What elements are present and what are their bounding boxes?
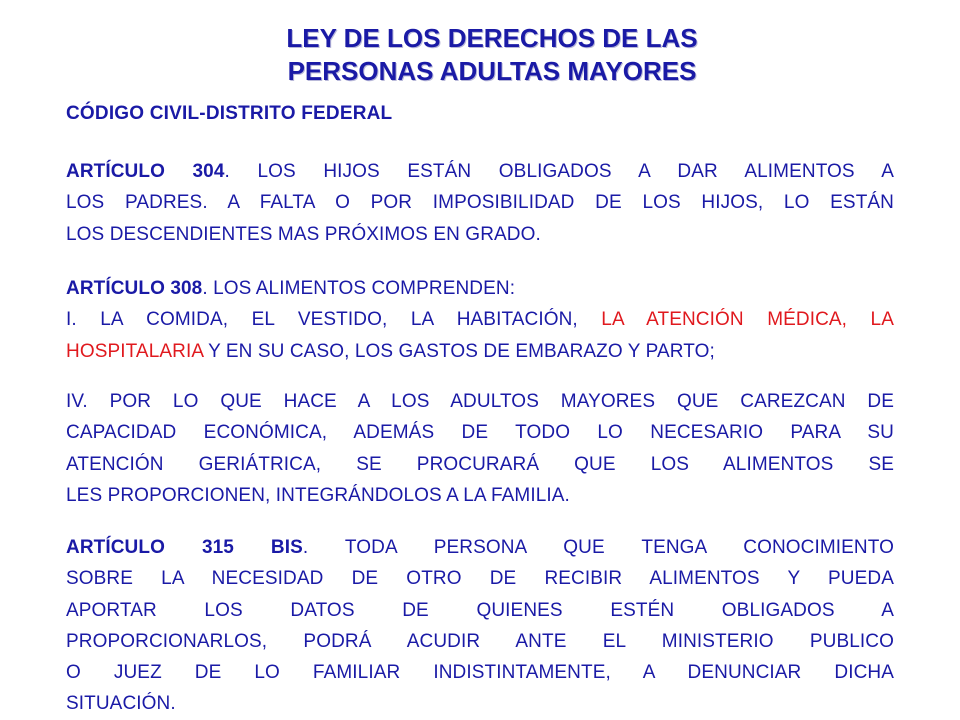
item-4-line-1: IV. POR LO QUE HACE A LOS ADULTOS MAYORES QUE CAREZCAN DE <box>66 391 894 412</box>
article-315-line-5: O JUEZ DE LO FAMILIAR INDISTINTAMENTE, A DENUNCIAR DICHA <box>66 662 894 684</box>
article-308-item-1-line-2 <box>66 336 894 367</box>
article-315-line-1 <box>66 532 894 563</box>
article-315-line-4: PROPORCIONARLOS, PODRÁ ACUDIR ANTE EL MINISTERIO PUBLICO <box>66 630 894 652</box>
title-line-1: LEY DE LOS DERECHOS DE LAS <box>286 23 698 53</box>
item-1-highlight-1: LA ATENCIÓN MÉDICA, LA <box>601 309 894 331</box>
article-304-line-2: LOS PADRES. A FALTA O POR IMPOSIBILIDAD DE LOS HIJOS, LO ESTÁN <box>66 192 894 214</box>
article-315-label: ARTÍCULO 315 BIS <box>66 537 303 558</box>
item-1-text-a: I. LA COMIDA, EL VESTIDO, LA HABITACIÓN, <box>66 309 602 331</box>
article-315-bis <box>66 532 894 720</box>
item-4-line-3: ATENCIÓN GERIÁTRICA, SE PROCURARÁ QUE LOS ALIMENTOS SE <box>66 453 894 475</box>
article-308 <box>66 273 894 367</box>
article-315-line-2: SOBRE LA NECESIDAD DE OTRO DE RECIBIR ALIMENTOS Y PUEDA <box>66 568 894 590</box>
article-304-label: ARTÍCULO 304 <box>66 161 225 182</box>
article-315-line-6: SITUACIÓN. <box>66 693 176 715</box>
article-308-text-1: . LOS ALIMENTOS COMPRENDEN: <box>202 278 516 299</box>
article-315-line-3: APORTAR LOS DATOS DE QUIENES ESTÉN OBLIGADOS A <box>66 599 894 621</box>
article-304-line-3: LOS DESCENDIENTES MAS PRÓXIMOS EN GRADO. <box>66 223 541 245</box>
article-304-text-1: . LOS HIJOS ESTÁN OBLIGADOS A DAR ALIMENTOS A <box>224 161 894 182</box>
title-line-2: PERSONAS ADULTAS MAYORES <box>287 56 697 86</box>
article-304 <box>66 156 894 250</box>
page-title <box>0 22 960 88</box>
article-308-label: ARTÍCULO 308 <box>66 278 203 299</box>
item-1-highlight-2: HOSPITALARIA <box>66 340 204 362</box>
item-4-line-2: CAPACIDAD ECONÓMICA, ADEMÁS DE TODO LO NECESARIO PARA SU <box>66 422 894 444</box>
article-315-text-1: . TODA PERSONA QUE TENGA CONOCIMIENTO <box>302 537 894 558</box>
item-1-text-b: Y EN SU CASO, LOS GASTOS DE EMBARAZO Y PARTO; <box>203 340 715 362</box>
item-4-line-4: LES PROPORCIONEN, INTEGRÁNDOLOS A LA FAMILIA. <box>66 484 570 506</box>
article-308-line-1 <box>66 273 894 304</box>
code-heading: CÓDIGO CIVIL-DISTRITO FEDERAL <box>66 103 393 124</box>
article-304-line-1 <box>66 156 894 187</box>
item-4 <box>66 386 894 511</box>
article-308-item-1-line-1 <box>66 304 894 335</box>
